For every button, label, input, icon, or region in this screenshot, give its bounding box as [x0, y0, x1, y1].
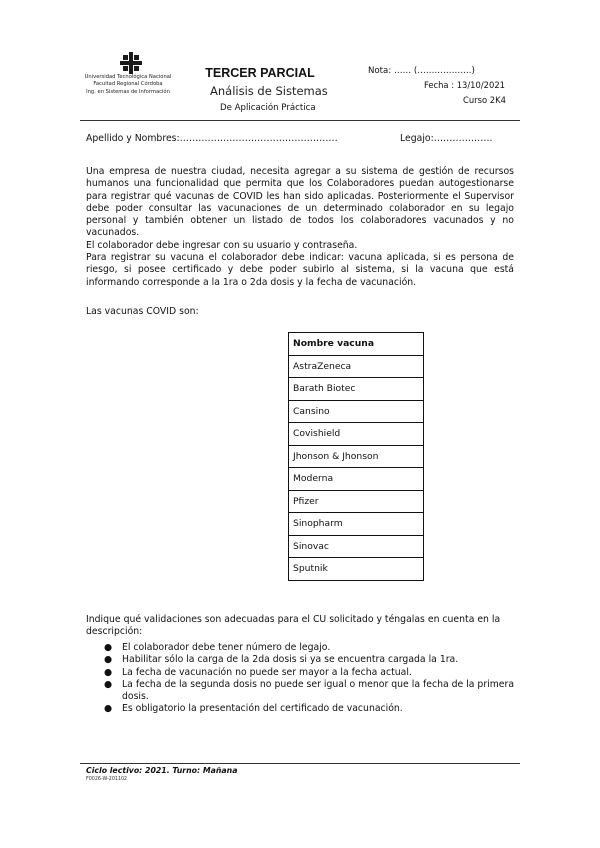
table-row [289, 468, 424, 491]
vaccine-cell: Sinopharm [289, 513, 424, 536]
table-row [289, 490, 424, 513]
list-item [104, 667, 518, 679]
career-line: Ing. en Sistemas de Información [86, 88, 170, 95]
list-item [104, 642, 518, 654]
subject-title: Análisis de Sistemas [210, 84, 328, 98]
table-row [289, 445, 424, 468]
validation-text: Es obligatorio la presentación del certificado de vacunación. [122, 703, 403, 715]
vaccine-cell: Jhonson & Jhonson [289, 445, 424, 468]
paragraph: Para registrar su vacuna el colaborador debe indicar: vacuna aplicada, si es persona de riesgo, si posee certificado y debe poder subirlo al sistema, si la vacuna que está informando corresponde a la 1ra o 2da dosis y la fecha de vacunación. [86, 252, 514, 288]
university-name [72, 74, 184, 96]
exam-title: TERCER PARCIAL [205, 66, 315, 80]
validation-text: La fecha de la segunda dosis no puede ser igual o menor que la fecha de la primera dosis. [122, 678, 515, 703]
table-row [289, 355, 424, 378]
faculty-line: Facultad Regional Córdoba [93, 81, 163, 88]
table-header-row [289, 333, 424, 356]
validation-text: El colaborador debe tener número de legajo. [122, 642, 331, 653]
vaccine-cell: Moderna [289, 468, 424, 491]
vaccine-cell: Pfizer [289, 490, 424, 513]
vaccines-intro: Las vacunas COVID son: [86, 306, 199, 317]
exam-date: Fecha : 13/10/2021 [424, 80, 505, 90]
paragraph: El colaborador debe ingresar con su usuario y contraseña. [86, 239, 358, 251]
problem-statement [86, 166, 514, 289]
bullet-icon: ● [104, 666, 113, 678]
vaccine-cell: AstraZeneca [289, 355, 424, 378]
table-row [289, 558, 424, 581]
validations-list [104, 642, 518, 716]
vaccine-cell: Cansino [289, 400, 424, 423]
table-row [289, 378, 424, 401]
student-id-field: Legajo:………………. [400, 133, 493, 144]
validation-text: La fecha de vacunación no puede ser mayor a la fecha actual. [122, 666, 412, 678]
table-row [289, 535, 424, 558]
vaccine-cell: Sputnik [289, 558, 424, 581]
list-item [104, 703, 518, 715]
list-item [104, 654, 518, 666]
list-item [104, 679, 518, 704]
grade-field: Nota: …… (……………….) [368, 66, 475, 76]
subject-subtitle: De Aplicación Práctica [220, 103, 316, 113]
footer-divider [80, 763, 520, 764]
vaccine-cell: Sinovac [289, 535, 424, 558]
bullet-icon: ● [104, 678, 113, 690]
university-line: Universidad Tecnológica Nacional [84, 74, 172, 80]
paragraph: Una empresa de nuestra ciudad, necesita agregar a su sistema de gestión de recursos humanos una funcionalidad que permita que los Colaboradores puedan autogestionarse para registrar qué vacunas de COVID les han sido aplicadas. Posteriormente el Supervisor debe poder consultar las vacunaciones de un determinado colaborador en su legajo personal y también obtener un listado de todos los colaboradores vacunados y no vacunados. [86, 166, 514, 239]
bullet-icon: ● [104, 703, 113, 715]
vaccine-cell: Covishield [289, 423, 424, 446]
form-code: F0026-W-201102 [86, 777, 128, 782]
header-divider [80, 120, 520, 121]
university-logo-icon [118, 52, 144, 74]
table-row [289, 513, 424, 536]
validations-intro: Indique qué validaciones son adecuadas para el CU solicitado y téngalas en cuenta en la descripción: [86, 614, 501, 638]
table-header-cell: Nombre vacuna [289, 333, 424, 356]
bullet-icon: ● [104, 642, 113, 653]
validation-text: Habilitar sólo la carga de la 2da dosis si ya se encuentra cargada la 1ra. [122, 654, 459, 666]
table-row [289, 423, 424, 446]
vaccine-cell: Barath Biotec [289, 378, 424, 401]
bullet-icon: ● [104, 654, 113, 666]
academic-cycle: Ciclo lectivo: 2021. Turno: Mañana [86, 766, 238, 775]
student-name-field: Apellido y Nombres:…………………………………………… [86, 133, 338, 144]
vaccine-table [288, 332, 424, 581]
course-label: Curso 2K4 [463, 95, 506, 105]
table-row [289, 400, 424, 423]
